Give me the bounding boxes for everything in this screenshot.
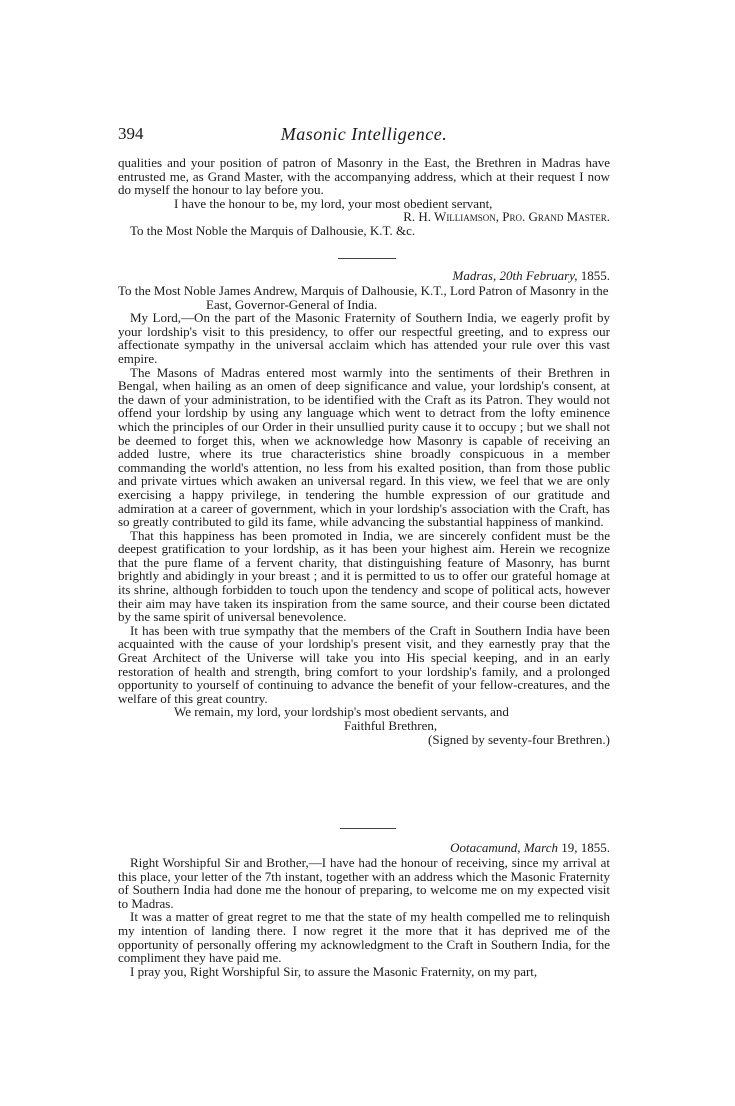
reply-date-month: March [523,840,558,855]
address-date-place: Madras, [452,268,497,283]
reply-date-year: 19, 1855. [561,840,610,855]
address-date-day: 20th February, [499,268,578,283]
letter1-signature [118,210,610,224]
address-paragraph-1: My Lord,—On the part of the Masonic Fraternity of Southern India, we eagerly profit by your lordship's visit to this presidency, to offer our respectful greeting, and to express our affectionate sympathy in the universal acclaim which has attended your rule over this vast empire. [118,310,610,366]
address-date-year: 1855. [580,268,610,283]
page-header [118,124,610,144]
reply-paragraph-1: Right Worshipful Sir and Brother,—I have had the honour of receiving, since my arrival at this place, your letter of the 7th instant, together with an address which the Masonic Fraternity of Southern India had done me the honour of preparing, to welcome me on my expected visit to Madras. [118,855,610,911]
reply-dateline [450,840,610,856]
reply-date-place: Ootacamund, [450,840,521,855]
address-paragraph-4: It has been with true sympathy that the members of the Craft in Southern India have been acquainted with the cause of your lordship's present visit, and they earnestly pray that the Great Architect of the Universe will take you into His special keeping, and in an early restoration of health and strength, bring comfort to your lordship's family, and a prolonged opportunity to yourself of continuing to advance the benefit of your fellow-creatures, and the welfare of this great country. [118,622,610,706]
address-closing-2: Faithful Brethren, [344,718,438,733]
page-number: 394 [118,124,144,143]
letter-williamson [118,156,610,238]
reply-body [118,856,610,978]
address-closing: We remain, my lord, your lordship's most obedient servants, and [174,704,509,720]
address-paragraph-3: That this happiness has been promoted in India, we are sincerely confident must be the deepest gratification to your lordship, as it has been your highest aim. Herein we recognize that the pure flame of a fervent charity, that distinguishing feature of Masonry, has burnt brightly and abidingly in your breast ; and it is permitted to us to offer our grateful homage at its shrine, although forbidden to touch upon the tendency and scope of political acts, however their aim may have taken its inspiration from the same source, and their course been dictated by the same spirit of universal benevolence. [118,527,610,625]
section-divider-1 [338,258,396,259]
section-divider-2 [340,828,396,829]
running-title: Masonic Intelligence. [280,124,448,144]
reply-paragraph-3: I pray you, Right Worshipful Sir, to assure the Masonic Fraternity, on my part, [130,963,538,979]
address-dateline [453,268,610,284]
letter1-closing: I have the honour to be, my lord, your most obedient servant, [174,195,493,211]
address-body [118,284,610,746]
address-salutation: To the Most Noble James Andrew, Marquis of Dalhousie, K.T., Lord Patron of Masonry in the East, Governor-General of India. [118,283,609,312]
letter1-signature-text: R. H. Williamson, Pro. Grand Master. [403,209,610,225]
reply-paragraph-2: It was a matter of great regret to me that the state of my health compelled me to relinquish my intention of landing there. I now regret it the more that it has deprived me of the opportunity of personally offering my acknowledgment to the Craft in Southern India, for the compliment they have paid me. [118,909,610,966]
letter1-addressee: To the Most Noble the Marquis of Dalhousie, K.T. &c. [130,222,416,238]
letter1-body: qualities and your position of patron of Masonry in the East, the Brethren in Madras have entrusted me, as Grand Master, with the accompanying address, which at their request I now do myself the honour to lay before you. [118,155,610,198]
address-paragraph-2: The Masons of Madras entered most warmly into the sentiments of their Brethren in Bengal, when hailing as an omen of deep significance and value, your lordship's consent, at the dawn of your administration, to be identified with the Craft as its Patron. They would not offend your lordship by using any language which went to detract from the lofty eminence which the principles of our Order in their unsullied purity cause it to occupy ; but we shall not be deemed to forget this, when we acknowledge how Masonry is capable of receiving an added lustre, where its true characteristics shine broadly conspicuous in a member commanding the world's attention, no less from his exalted position, than from those public and private virtues which awaken an universal regard. In this view, we feel that we are only exercising a happy privilege, in tendering the humble expression of our gratitude and admiration at a career of government, which in your lordship's association with the Craft, has so greatly contributed to gild its fame, while advancing the substantial happiness of mankind. [118,364,610,530]
address-signed: (Signed by seventy-four Brethren.) [428,731,610,747]
